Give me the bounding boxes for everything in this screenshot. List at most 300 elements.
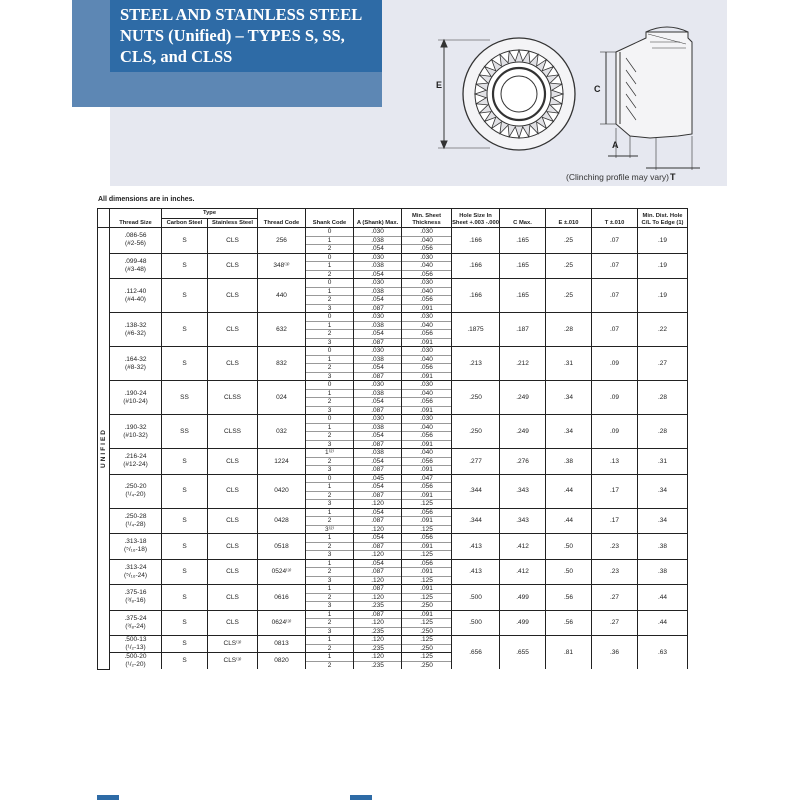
thread-size-cell [110,449,162,475]
t-value: .23 [592,534,638,560]
c-max: .165 [500,228,546,254]
carbon-steel-type: S [162,559,208,585]
shank-a-max: .120 [354,619,402,628]
shank-code: 1 [306,653,354,662]
t-value: .09 [592,347,638,381]
min-sheet-thickness: .056 [402,270,452,279]
thread-code: 348⁽³⁾ [258,253,306,279]
thread-size-fraction: (#2-56) [125,240,146,248]
min-sheet-thickness: .056 [402,398,452,407]
thread-code: 632 [258,313,306,347]
dimensions-note: All dimensions are in inches. [98,196,195,203]
shank-a-max: .030 [354,228,402,237]
hole-size: .500 [452,610,500,636]
shank-code: 2 [306,542,354,551]
th-carbon-steel: Carbon Steel [162,218,208,228]
shank-a-max: .054 [354,398,402,407]
min-sheet-thickness: .091 [402,406,452,415]
shank-code: 2 [306,364,354,373]
thread-size-fraction: (⁵/₁₆-24) [123,571,148,579]
thread-size: .313-18 [124,538,147,546]
shank-code: 3 [306,406,354,415]
thread-size: .250-28 [124,512,147,520]
e-value: .31 [546,347,592,381]
min-sheet-thickness: .056 [402,245,452,254]
min-sheet-thickness: .040 [402,262,452,271]
min-sheet-thickness: .056 [402,559,452,568]
shank-code: 1 [306,389,354,398]
shank-a-max: .087 [354,440,402,449]
t-value: .27 [592,610,638,636]
min-sheet-thickness: .030 [402,415,452,424]
min-dist-edge: .19 [638,228,688,254]
thread-code: 0813 [258,636,306,653]
c-max: .343 [500,508,546,534]
shank-code: 0 [306,347,354,356]
table-row [98,228,688,237]
title-line-2: NUTS (Unified) – TYPES S, SS, [120,26,345,45]
stainless-steel-type: CLSS [208,381,258,415]
carbon-steel-type: S [162,534,208,560]
carbon-steel-type: S [162,279,208,313]
thread-size: .112-40 [124,287,147,295]
min-dist-edge: .28 [638,381,688,415]
min-sheet-thickness: .056 [402,508,452,517]
shank-a-max: .087 [354,568,402,577]
c-max: .212 [500,347,546,381]
min-sheet-thickness: .047 [402,474,452,483]
carbon-steel-type: S [162,653,208,670]
diagram-caption: (Clinching profile may vary) [566,172,669,182]
min-sheet-thickness: .040 [402,287,452,296]
shank-code: 1 [306,287,354,296]
shank-code: 2 [306,330,354,339]
shank-a-max: .120 [354,636,402,645]
thread-size-fraction: (¹/₄-20) [125,491,146,498]
min-sheet-thickness: .091 [402,466,452,475]
table-row [98,313,688,322]
th-a-shank: A (Shank) Max. [354,209,402,228]
th-type-group: Type [162,209,258,219]
t-value: .07 [592,228,638,254]
stainless-steel-type: CLS [208,534,258,560]
shank-a-max: .054 [354,432,402,441]
e-value: .25 [546,253,592,279]
shank-code: 2 [306,661,354,669]
shank-a-max: .030 [354,313,402,322]
t-value: .17 [592,508,638,534]
shank-a-max: .045 [354,474,402,483]
th-stainless-steel: Stainless Steel [208,218,258,228]
hole-size: .213 [452,347,500,381]
thread-code: 032 [258,415,306,449]
shank-a-max: .054 [354,483,402,492]
thread-size-fraction: (³/₈-16) [125,597,146,605]
carbon-steel-type: S [162,228,208,254]
shank-code: 1 [306,585,354,594]
e-value: .34 [546,381,592,415]
min-dist-edge: .38 [638,534,688,560]
thread-size-cell [110,585,162,611]
thread-size-fraction: (³/₈-24) [125,622,146,630]
shank-code: 3 [306,372,354,381]
shank-a-max: .087 [354,406,402,415]
min-sheet-thickness: .056 [402,432,452,441]
shank-code: 0 [306,381,354,390]
shank-code: 0 [306,228,354,237]
hole-size: .166 [452,279,500,313]
thread-code: 0616 [258,585,306,611]
shank-code: 2 [306,270,354,279]
min-sheet-thickness: .056 [402,296,452,305]
e-value: .28 [546,313,592,347]
shank-a-max: .054 [354,296,402,305]
min-sheet-thickness: .030 [402,253,452,262]
thread-size-cell [110,534,162,560]
thread-size-cell [110,636,162,653]
shank-a-max: .120 [354,653,402,662]
shank-a-max: .030 [354,253,402,262]
carbon-steel-type: S [162,474,208,508]
shank-a-max: .087 [354,466,402,475]
shank-a-max: .054 [354,508,402,517]
shank-code: 1 [306,321,354,330]
carbon-steel-type: S [162,313,208,347]
table-row [98,279,688,288]
shank-code: 2 [306,245,354,254]
min-sheet-thickness: .056 [402,457,452,466]
shank-a-max: .087 [354,372,402,381]
thread-code: 0524⁽³⁾ [258,559,306,585]
hole-size: .250 [452,381,500,415]
shank-code: 3 [306,551,354,560]
carbon-steel-type: SS [162,415,208,449]
title-line-3: CLS, and CLSS [120,47,233,66]
e-value: .50 [546,534,592,560]
c-max: .343 [500,474,546,508]
label-e: E [436,80,443,90]
hole-size: .166 [452,228,500,254]
shank-code: 1⁽²⁾ [306,449,354,458]
min-dist-edge: .31 [638,449,688,475]
shank-a-max: .120 [354,593,402,602]
shank-code: 3 [306,440,354,449]
t-value: .07 [592,253,638,279]
thread-size: .313-24 [124,563,147,571]
table-row [98,534,688,543]
shank-code: 0 [306,474,354,483]
min-sheet-thickness: .250 [402,627,452,636]
thread-size-cell [110,653,162,670]
shank-a-max: .038 [354,236,402,245]
min-sheet-thickness: .250 [402,644,452,653]
carbon-steel-type: S [162,253,208,279]
shank-a-max: .038 [354,287,402,296]
shank-a-max: .235 [354,661,402,669]
shank-a-max: .038 [354,321,402,330]
e-value: .38 [546,449,592,475]
e-value: .34 [546,415,592,449]
stainless-steel-type: CLS [208,253,258,279]
shank-code: 0 [306,313,354,322]
th-thread-code: Thread Code [258,209,306,228]
min-sheet-thickness: .040 [402,423,452,432]
t-value: .07 [592,313,638,347]
thread-size-fraction: (#4-40) [125,295,146,303]
th-t-tol: T ±.010 [592,209,638,228]
min-dist-edge: .19 [638,279,688,313]
c-max: .655 [500,636,546,670]
shank-code: 0 [306,279,354,288]
shank-a-max: .038 [354,423,402,432]
shank-code: 3 [306,304,354,313]
c-max: .249 [500,381,546,415]
specs-table-wrap [97,208,687,670]
shank-a-max: .038 [354,262,402,271]
shank-a-max: .030 [354,279,402,288]
thread-size-cell [110,313,162,347]
min-sheet-thickness: .091 [402,440,452,449]
shank-a-max: .087 [354,304,402,313]
shank-code: 1 [306,636,354,645]
shank-code: 2 [306,644,354,653]
min-dist-edge: .28 [638,415,688,449]
specs-table-body [98,228,688,670]
shank-code: 1 [306,610,354,619]
shank-a-max: .038 [354,389,402,398]
thread-size-cell [110,228,162,254]
shank-code: 1 [306,236,354,245]
shank-code: 2 [306,296,354,305]
shank-a-max: .054 [354,330,402,339]
min-dist-edge: .34 [638,474,688,508]
th-thread-size: Thread Size [110,209,162,228]
shank-code: 1 [306,262,354,271]
e-value: .25 [546,228,592,254]
thread-size-cell [110,347,162,381]
t-value: .23 [592,559,638,585]
thread-code: 0624⁽³⁾ [258,610,306,636]
min-sheet-thickness: .040 [402,389,452,398]
hole-size: .344 [452,474,500,508]
th-hole-size: Hole Size In Sheet +.003 -.000 [452,209,500,228]
t-value: .09 [592,381,638,415]
shank-a-max: .030 [354,347,402,356]
th-e-tol: E ±.010 [546,209,592,228]
thread-size-cell [110,474,162,508]
page-tab-left [97,795,119,800]
t-value: .07 [592,279,638,313]
shank-a-max: .087 [354,542,402,551]
c-max: .412 [500,534,546,560]
min-sheet-thickness: .030 [402,347,452,356]
min-sheet-thickness: .125 [402,636,452,645]
c-max: .499 [500,610,546,636]
stainless-steel-type: CLS [208,313,258,347]
min-dist-edge: .44 [638,610,688,636]
shank-a-max: .087 [354,585,402,594]
thread-size-fraction: (#3-48) [125,265,146,273]
thread-size-cell [110,610,162,636]
table-row [98,415,688,424]
min-sheet-thickness: .125 [402,593,452,602]
shank-code: 1 [306,483,354,492]
min-sheet-thickness: .030 [402,279,452,288]
min-sheet-thickness: .091 [402,304,452,313]
c-max: .412 [500,559,546,585]
shank-code: 2 [306,619,354,628]
stainless-steel-type: CLS [208,508,258,534]
thread-size-cell [110,559,162,585]
t-value: .36 [592,636,638,670]
table-row [98,347,688,356]
shank-code: 0 [306,253,354,262]
shank-code: 2 [306,491,354,500]
shank-a-max: .087 [354,338,402,347]
shank-a-max: .120 [354,525,402,534]
stainless-steel-type: CLSS [208,415,258,449]
min-sheet-thickness: .091 [402,372,452,381]
th-min-sheet: Min. Sheet Thickness [402,209,452,228]
table-row [98,559,688,568]
thread-code: 0428 [258,508,306,534]
hole-size: .656 [452,636,500,670]
shank-a-max: .235 [354,644,402,653]
e-value: .50 [546,559,592,585]
min-sheet-thickness: .125 [402,500,452,509]
label-a: A [612,140,619,150]
thread-size: .099-48 [124,257,147,265]
shank-code: 3 [306,500,354,509]
thread-size-cell [110,381,162,415]
shank-a-max: .087 [354,491,402,500]
shank-code: 3 [306,338,354,347]
c-max: .249 [500,415,546,449]
shank-code: 2 [306,398,354,407]
stainless-steel-type: CLS [208,474,258,508]
shank-code: 3 [306,602,354,611]
table-row [98,253,688,262]
title-line-1: STEEL AND STAINLESS STEEL [120,5,363,24]
thread-size-cell [110,415,162,449]
shank-a-max: .054 [354,457,402,466]
e-value: .81 [546,636,592,670]
carbon-steel-type: S [162,508,208,534]
carbon-steel-type: S [162,636,208,653]
min-sheet-thickness: .030 [402,313,452,322]
hole-size: .413 [452,534,500,560]
shank-a-max: .054 [354,364,402,373]
carbon-steel-type: SS [162,381,208,415]
thread-code: 256 [258,228,306,254]
stainless-steel-type: CLS [208,610,258,636]
hole-size: .500 [452,585,500,611]
thread-size-fraction: (#8-32) [125,363,146,371]
thread-size: .375-24 [124,614,147,622]
thread-size: .216-24 [124,453,147,461]
e-value: .56 [546,610,592,636]
c-max: .187 [500,313,546,347]
thread-size: .500-13 [124,636,147,643]
c-max: .165 [500,279,546,313]
min-sheet-thickness: .056 [402,483,452,492]
min-sheet-thickness: .056 [402,534,452,543]
stainless-steel-type: CLS [208,559,258,585]
min-sheet-thickness: .250 [402,602,452,611]
c-max: .165 [500,253,546,279]
min-sheet-thickness: .125 [402,551,452,560]
stainless-steel-type: CLS⁽³⁾ [208,653,258,670]
shank-code: 2 [306,568,354,577]
shank-code: 2 [306,593,354,602]
t-value: .17 [592,474,638,508]
shank-a-max: .120 [354,576,402,585]
thread-size-cell [110,253,162,279]
label-t: T [670,172,676,182]
shank-a-max: .054 [354,534,402,543]
stainless-steel-type: CLS [208,228,258,254]
shank-a-max: .038 [354,355,402,364]
carbon-steel-type: S [162,585,208,611]
min-dist-edge: .63 [638,636,688,670]
c-max: .276 [500,449,546,475]
table-row [98,508,688,517]
min-sheet-thickness: .056 [402,330,452,339]
shank-a-max: .087 [354,517,402,526]
th-c-max: C Max. [500,209,546,228]
thread-size-cell [110,279,162,313]
min-sheet-thickness: .040 [402,236,452,245]
e-value: .44 [546,508,592,534]
shank-a-max: .087 [354,610,402,619]
min-sheet-thickness: .125 [402,653,452,662]
thread-size: .164-32 [124,355,147,363]
shank-code: 1 [306,534,354,543]
shank-code: 1 [306,423,354,432]
min-dist-edge: .34 [638,508,688,534]
min-sheet-thickness: .091 [402,568,452,577]
e-value: .44 [546,474,592,508]
shank-a-max: .054 [354,559,402,568]
min-sheet-thickness: .091 [402,542,452,551]
shank-a-max: .054 [354,270,402,279]
e-value: .56 [546,585,592,611]
c-max: .499 [500,585,546,611]
min-dist-edge: .44 [638,585,688,611]
thread-size: .250-20 [124,483,147,490]
corner-cell [98,209,110,228]
t-value: .13 [592,449,638,475]
thread-size-fraction: (⁵/₁₆-18) [123,546,148,554]
min-sheet-thickness: .091 [402,491,452,500]
thread-code: 1224 [258,449,306,475]
shank-code: 3 [306,627,354,636]
t-value: .09 [592,415,638,449]
table-row [98,610,688,619]
min-sheet-thickness: .125 [402,576,452,585]
shank-code: 3 [306,576,354,585]
thread-size-fraction: (#10-24) [123,397,148,405]
min-sheet-thickness: .040 [402,449,452,458]
hole-size: .1875 [452,313,500,347]
min-dist-edge: .38 [638,559,688,585]
thread-size-fraction: (#10-32) [123,431,148,439]
min-sheet-thickness: .091 [402,338,452,347]
stainless-steel-type: CLS [208,449,258,475]
nut-diagram [430,8,710,186]
shank-a-max: .120 [354,500,402,509]
min-sheet-thickness: .030 [402,228,452,237]
